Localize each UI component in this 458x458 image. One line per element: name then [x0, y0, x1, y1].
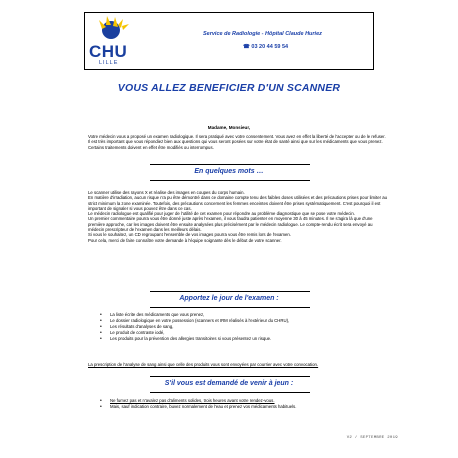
intro-paragraph: Il est très important que vous répondiez bien aux questions qui vous seront posées sur votre état de santé ainsi que sur les médicaments que vous prenez. Certains traitements doivent en effet être modifiés ou interrompus.	[88, 139, 383, 150]
logo-text: CHU	[89, 42, 128, 61]
sun-icon	[85, 13, 145, 43]
section-rule	[150, 376, 310, 377]
bring-list	[100, 312, 390, 342]
list-item: • Ne fumez pas et n'avalez pas d'aliments solides, trois heures avant votre rendez-vous.	[100, 398, 390, 404]
phone-number: ☎ 03 20 44 59 54	[243, 44, 289, 50]
intro-paragraph: Votre médecin vous a proposé un examen radiologique. Il sera pratiqué avec votre consentement. Vous avez en effet la liberté de l'accepter ou de le refuser.	[88, 134, 386, 139]
section-title-a-jeun: S'il vous est demandé de venir à jeun :	[164, 380, 294, 387]
logo-subtext: LILLE	[99, 60, 119, 66]
header-box	[84, 12, 374, 70]
section1-paragraph: Le médecin radiologue est qualifié pour juger de l'utilité de cet examen pour répondre au problème diagnostique que se pose votre médecin.	[88, 211, 355, 217]
section1-paragraph: Si vous le souhaitez, un CD regroupant l'ensemble de vos images pourra vous être remis lors de l'examen.	[88, 232, 291, 238]
fasting-list	[100, 398, 390, 410]
section-rule	[150, 291, 310, 292]
chu-lille-logo	[85, 13, 145, 69]
section-rule	[150, 164, 310, 165]
section-title-apportez: Apportez le jour de l'examen :	[179, 295, 279, 302]
prescription-note: La prescription de l'analyse de sang ainsi que celle des produits vous sont envoyées par courrier avec votre convocation.	[88, 362, 319, 367]
page-title: VOUS ALLEZ BENEFICIER D'UN SCANNER	[117, 82, 341, 94]
list-item: • Le produit de contraste iodé,	[100, 330, 390, 336]
list-item: • Les produits pour la prévention des allergies transitoires si vous présentez un risque.	[100, 336, 390, 342]
section-rule	[150, 180, 310, 181]
section1-text	[88, 190, 388, 243]
section-rule	[150, 307, 310, 308]
section1-paragraph: En matière d'irradiation, aucun risque n'a pu être démontré dans ce domaine compte tenu des faibles doses utilisées et des précautions prises pour limiter au strict minimum la zone examinée. Toutefois, des précautions concernent les femmes enceintes doivent être prises systématiquement. C'est pourquoi il est important de signaler si vous pouvez être dans ce cas.	[88, 195, 388, 211]
salutation: Madame, Monsieur,	[207, 125, 251, 130]
version-footer: V2 / SEPTEMBRE 2019	[346, 436, 398, 440]
section1-paragraph: Pour cela, merci de faire connaître votre demande à l'équipe soignante dès le début de votre scanner.	[88, 237, 282, 243]
list-item: • Les résultats d'analyses de sang,	[100, 324, 390, 330]
list-item: • Le dossier radiologique en votre possession (scanners et IRM réalisés à l'extérieur du CHRU),	[100, 318, 390, 324]
service-name: Service de Radiologie - Hôpital Claude Huriez	[203, 31, 322, 37]
section-rule	[150, 392, 310, 393]
section1-paragraph: Un premier commentaire pourra vous être donné juste après l'examen, il vous faudra patienter en moyenne 30 à 45 minutes. Il ne s'agira là que d'une première approche, car les images doivent être ensuite analysées plus précisément par le médecin radiologue. Le compte-rendu écrit sera envoyé au médecin prescripteur de l'examen dans les meilleurs délais.	[88, 216, 373, 233]
list-item: • Mais, sauf indication contraire, buvez normalement de l'eau et prenez vos médicaments habituels.	[100, 404, 390, 410]
list-item: • La liste écrite des médicaments que vous prenez,	[100, 312, 390, 318]
section1-paragraph: Le scanner utilise des rayons X et réalise des images en coupes du corps humain.	[88, 190, 245, 195]
section-title-en-quelques-mots: En quelques mots …	[194, 168, 264, 175]
intro-text	[88, 134, 388, 150]
